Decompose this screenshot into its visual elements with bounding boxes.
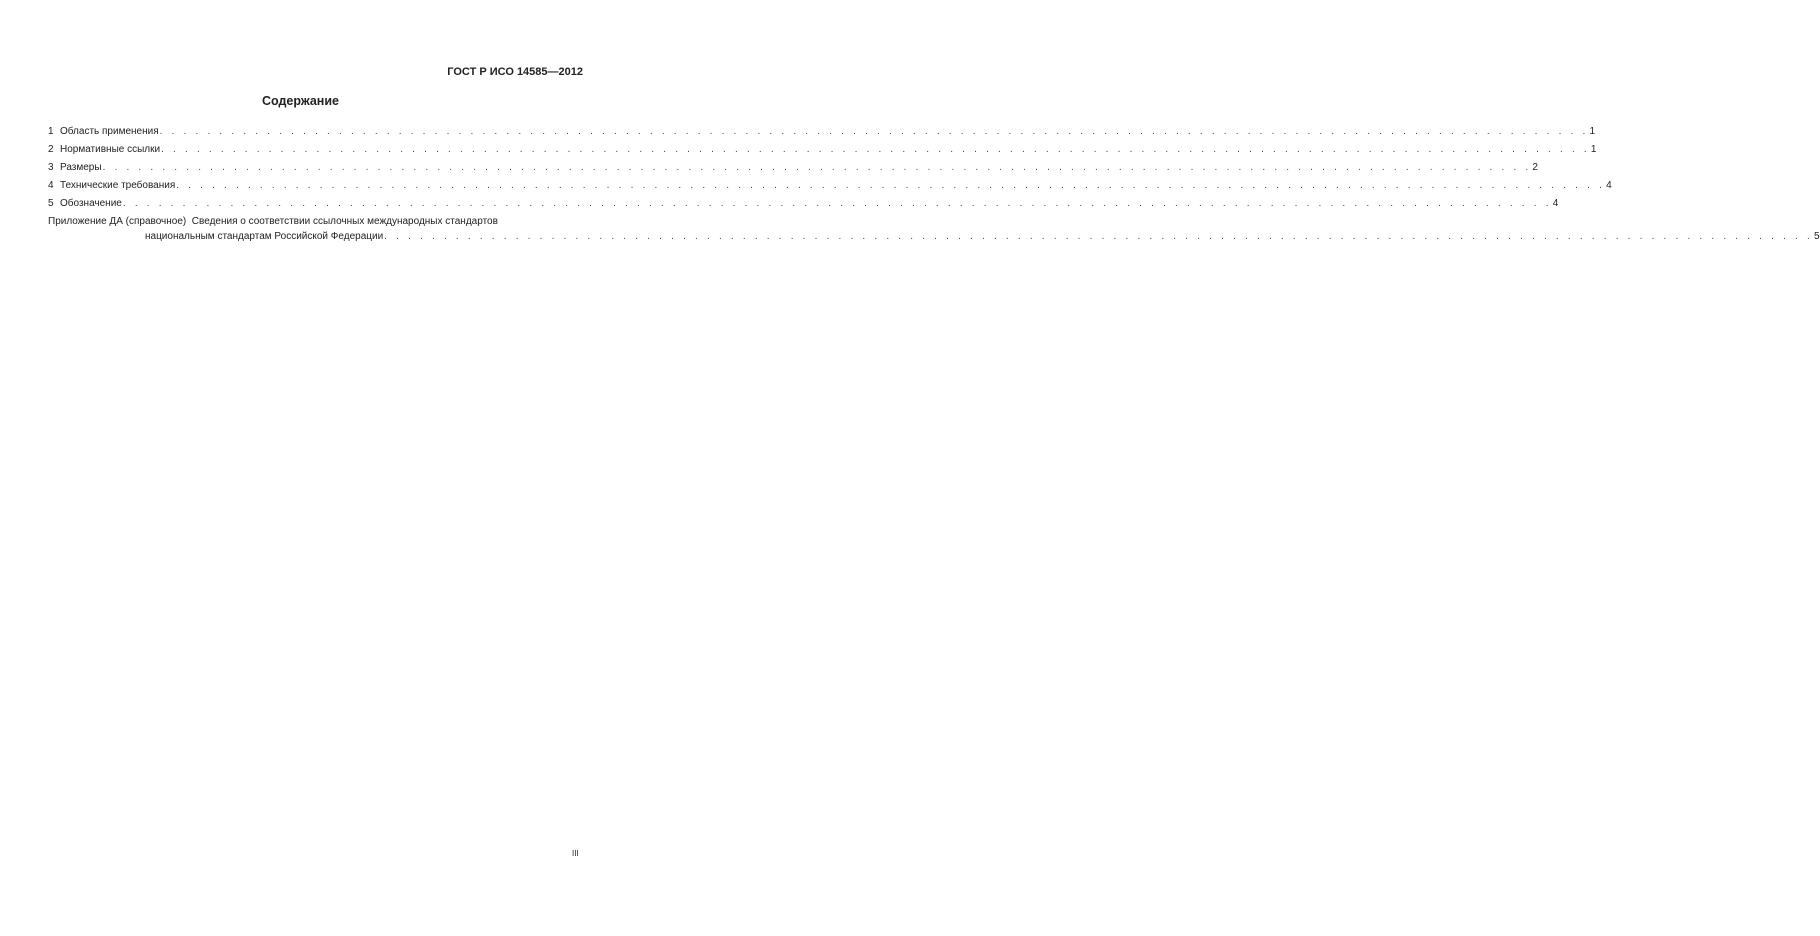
toc-entry-number: 3 bbox=[48, 162, 54, 173]
toc-appendix-entry[interactable] bbox=[48, 231, 1820, 249]
toc-entry-label: Область применения bbox=[60, 126, 159, 137]
toc-entry-label: Размеры bbox=[60, 162, 102, 173]
toc-entry[interactable] bbox=[48, 198, 1559, 216]
toc-entry[interactable] bbox=[48, 126, 1596, 144]
toc-entry-page: 4 bbox=[1606, 180, 1612, 191]
toc-entry-page: 2 bbox=[1532, 162, 1538, 173]
toc-entry-number: 1 bbox=[48, 126, 54, 137]
toc-entry-page: 1 bbox=[1589, 126, 1596, 137]
page-number: III bbox=[572, 849, 579, 858]
toc-entry-number: 2 bbox=[48, 144, 54, 155]
toc-entry-page: 4 bbox=[1552, 198, 1559, 209]
toc-entry[interactable] bbox=[48, 162, 1538, 180]
table-of-contents bbox=[48, 126, 1820, 249]
toc-entry[interactable] bbox=[48, 180, 1612, 198]
document-designation: ГОСТ Р ИСО 14585—2012 bbox=[447, 66, 583, 78]
dot-leader: . . . . . . . . . . . . . . . . . . . . . . . . . . . . . . . . . . . . . . . . . . . . . . . . . . . . . . . . . . . . . . . . . . . . . . . . . . . . . . . . . . . . . . . . . . . . . . . . . . . . . . . . . . . . . . . . . . . . . . . . bbox=[122, 198, 1552, 209]
toc-entry-number: 4 bbox=[48, 180, 54, 191]
toc-entry-label: Обозначение bbox=[60, 198, 122, 209]
toc-entry-label: Нормативные ссылки bbox=[60, 144, 161, 155]
dot-leader: . . . . . . . . . . . . . . . . . . . . . . . . . . . . . . . . . . . . . . . . . . . . . . . . . . . . . . . . . . . . . . . . . . . . . . . . . . . . . . . . . . . . . . . . . . . . . . . . . . . . . . . . . . . . . . . . . . . . . . . . bbox=[161, 144, 1590, 155]
dot-leader: . . . . . . . . . . . . . . . . . . . . . . . . . . . . . . . . . . . . . . . . . . . . . . . . . . . . . . . . . . . . . . . . . . . . . . . . . . . . . . . . . . . . . . . . . . . . . . . . . . . . . . . . . . . . . . . . . . . . . . . . bbox=[159, 126, 1589, 137]
toc-appendix-label: Приложение ДА (справочное) Сведения о соответствии ссылочных международных стандартов bbox=[48, 216, 498, 227]
toc-entry[interactable] bbox=[48, 144, 1597, 162]
dot-leader: . . . . . . . . . . . . . . . . . . . . . . . . . . . . . . . . . . . . . . . . . . . . . . . . . . . . . . . . . . . . . . . . . . . . . . . . . . . . . . . . . . . . . . . . . . . . . . . . . . . . . . . . . . . . . . . . . . . . . . . . bbox=[102, 162, 1532, 173]
toc-appendix-label-cont: национальным стандартам Российской Федерации bbox=[145, 231, 384, 242]
toc-entry-page: 1 bbox=[1590, 144, 1597, 155]
dot-leader: . . . . . . . . . . . . . . . . . . . . . . . . . . . . . . . . . . . . . . . . . . . . . . . . . . . . . . . . . . . . . . . . . . . . . . . . . . . . . . . . . . . . . . . . . . . . . . . . . . . . . . . . . . . . . . . . . . . . . . . . bbox=[176, 180, 1606, 191]
page-title: Содержание bbox=[261, 94, 339, 108]
toc-entry-label: Технические требования bbox=[60, 180, 176, 191]
toc-entry-page: 5 bbox=[1814, 231, 1820, 242]
toc-appendix-title[interactable] bbox=[48, 216, 583, 231]
dot-leader: . . . . . . . . . . . . . . . . . . . . . . . . . . . . . . . . . . . . . . . . . . . . . . . . . . . . . . . . . . . . . . . . . . . . . . . . . . . . . . . . . . . . . . . . . . . . . . . . . . . . . . . . . . . . . . . . . . . . . . . . bbox=[384, 231, 1813, 242]
toc-entry-number: 5 bbox=[48, 198, 54, 209]
